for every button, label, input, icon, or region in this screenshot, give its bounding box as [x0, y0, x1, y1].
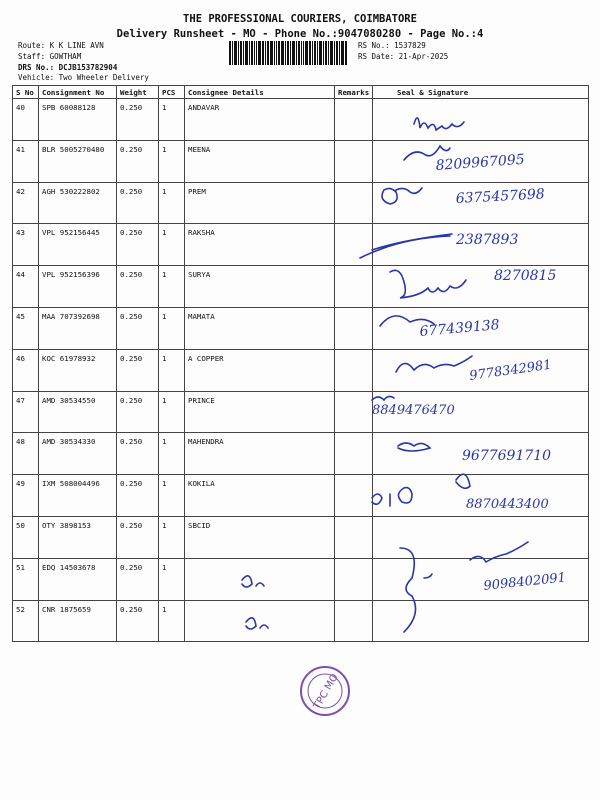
weight: 0.250	[117, 558, 159, 600]
pcs: 1	[159, 307, 185, 349]
consignee: ANDAVAR	[185, 99, 335, 141]
weight: 0.250	[117, 182, 159, 224]
table-row	[13, 433, 589, 475]
signature-cell	[373, 224, 589, 266]
sno: 51	[13, 558, 39, 600]
handwritten-phone-41: 8209967095	[435, 151, 526, 174]
runsheet-table	[12, 85, 589, 642]
consignment-no: KOC 61978932	[39, 349, 117, 391]
pcs: 1	[159, 391, 185, 433]
remarks	[335, 600, 373, 642]
table-row	[13, 475, 589, 517]
remarks	[335, 516, 373, 558]
staff-label: Staff: GOWTHAM	[18, 52, 82, 61]
remarks	[335, 224, 373, 266]
sno: 42	[13, 182, 39, 224]
table-row	[13, 224, 589, 266]
pcs: 1	[159, 224, 185, 266]
pcs: 1	[159, 349, 185, 391]
signature-cell	[373, 140, 589, 182]
sno: 47	[13, 391, 39, 433]
sno: 40	[13, 99, 39, 141]
sno: 43	[13, 224, 39, 266]
remarks	[335, 99, 373, 141]
table-row	[13, 349, 589, 391]
sno: 49	[13, 475, 39, 517]
consignee: MAMATA	[185, 307, 335, 349]
tpc-stamp-graphic	[292, 662, 358, 720]
consignee: MAHENDRA	[185, 433, 335, 475]
consignee: MEENA	[185, 140, 335, 182]
consignee: SBCID	[185, 516, 335, 558]
remarks	[335, 433, 373, 475]
remarks	[335, 307, 373, 349]
consignee: A COPPER	[185, 349, 335, 391]
stamp-text: TPC MO	[311, 672, 341, 712]
sno: 41	[13, 140, 39, 182]
remarks	[335, 558, 373, 600]
weight: 0.250	[117, 391, 159, 433]
consignee: KOKILA	[185, 475, 335, 517]
pcs: 1	[159, 516, 185, 558]
table-row	[13, 99, 589, 141]
signature-cell	[373, 475, 589, 517]
weight: 0.250	[117, 266, 159, 308]
signature-cell	[373, 307, 589, 349]
weight: 0.250	[117, 433, 159, 475]
consignee: PRINCE	[185, 391, 335, 433]
sno: 45	[13, 307, 39, 349]
table-row	[13, 516, 589, 558]
weight: 0.250	[117, 516, 159, 558]
weight: 0.250	[117, 140, 159, 182]
table-row	[13, 266, 589, 308]
pcs: 1	[159, 558, 185, 600]
route-label: Route: K K LINE AVN	[18, 41, 104, 50]
consignment-no: OTY 3898153	[39, 516, 117, 558]
consignment-no: AGH 530222802	[39, 182, 117, 224]
handwritten-phone-43: 2387893	[456, 232, 519, 248]
pcs: 1	[159, 475, 185, 517]
sno: 44	[13, 266, 39, 308]
signature-cell	[373, 600, 589, 642]
drs-number: DRS No.: DCJB153782904	[18, 63, 118, 72]
rs-number: RS No.: 1537829	[358, 41, 426, 50]
consignee	[185, 558, 335, 600]
consignee: RAKSHA	[185, 224, 335, 266]
signature-cell	[373, 516, 589, 558]
pcs: 1	[159, 433, 185, 475]
sno: 52	[13, 600, 39, 642]
company-title: THE PROFESSIONAL COURIERS, COIMBATORE	[183, 13, 417, 25]
consignment-no: AMD 30534550	[39, 391, 117, 433]
rs-date: RS Date: 21-Apr-2025	[358, 52, 449, 61]
signature-cell	[373, 349, 589, 391]
col-consignee: Consignee Details	[185, 86, 335, 99]
pcs: 1	[159, 182, 185, 224]
col-weight: Weight	[117, 86, 159, 99]
consignment-no: CNR 1875659	[39, 600, 117, 642]
consignment-no: EDQ 14503678	[39, 558, 117, 600]
col-remarks: Remarks	[335, 86, 373, 99]
pcs: 1	[159, 600, 185, 642]
col-signature: Seal & Signature	[373, 86, 589, 99]
consignee: PREM	[185, 182, 335, 224]
runsheet-subtitle: Delivery Runsheet - MO - Phone No.:9047080280 - Page No.:4	[116, 28, 484, 40]
remarks	[335, 475, 373, 517]
remarks	[335, 140, 373, 182]
handwritten-phone-44: 8270815	[494, 268, 557, 284]
handwritten-phone-51: 9098402091	[482, 570, 567, 594]
consignment-no: BLR 5005270480	[39, 140, 117, 182]
weight: 0.250	[117, 349, 159, 391]
weight: 0.250	[117, 475, 159, 517]
remarks	[335, 349, 373, 391]
barcode-graphic	[229, 41, 347, 65]
consignee: SURYA	[185, 266, 335, 308]
remarks	[335, 391, 373, 433]
handwritten-phone-42: 6375457698	[455, 186, 546, 207]
consignment-no: SPB 60088128	[39, 99, 117, 141]
handwritten-phone-46: 9778342981	[468, 357, 553, 384]
consignment-no: MAA 707392698	[39, 307, 117, 349]
remarks	[335, 266, 373, 308]
weight: 0.250	[117, 224, 159, 266]
table-row	[13, 600, 589, 642]
signature-cell	[373, 433, 589, 475]
col-sno: S No	[13, 86, 39, 99]
sno: 50	[13, 516, 39, 558]
consignment-no: VPL 952156445	[39, 224, 117, 266]
weight: 0.250	[117, 307, 159, 349]
handwritten-phone-49: 8870443400	[466, 497, 549, 512]
signature-cell	[373, 391, 589, 433]
handwritten-phone-45: 677439138	[418, 317, 501, 340]
consignment-no: IXM 508004496	[39, 475, 117, 517]
remarks	[335, 182, 373, 224]
weight: 0.250	[117, 600, 159, 642]
pcs: 1	[159, 140, 185, 182]
signature-cell	[373, 99, 589, 141]
signature-cell	[373, 182, 589, 224]
signature-cell	[373, 558, 589, 600]
table-row	[13, 307, 589, 349]
col-pcs: PCS	[159, 86, 185, 99]
pcs: 1	[159, 266, 185, 308]
table-row	[13, 182, 589, 224]
consignee	[185, 600, 335, 642]
table-row	[13, 558, 589, 600]
sno: 48	[13, 433, 39, 475]
vehicle-label: Vehicle: Two Wheeler Delivery	[18, 73, 149, 82]
table-row	[13, 391, 589, 433]
col-consignment: Consignment No	[39, 86, 117, 99]
table-header-row	[13, 86, 589, 99]
table-row	[13, 140, 589, 182]
pcs: 1	[159, 99, 185, 141]
signature-cell	[373, 266, 589, 308]
sno: 46	[13, 349, 39, 391]
consignment-no: VPL 952156396	[39, 266, 117, 308]
handwritten-phone-48: 9677691710	[462, 448, 552, 464]
weight: 0.250	[117, 99, 159, 141]
handwritten-phone-47: 8849476470	[372, 403, 455, 418]
consignment-no: AMD 30534330	[39, 433, 117, 475]
